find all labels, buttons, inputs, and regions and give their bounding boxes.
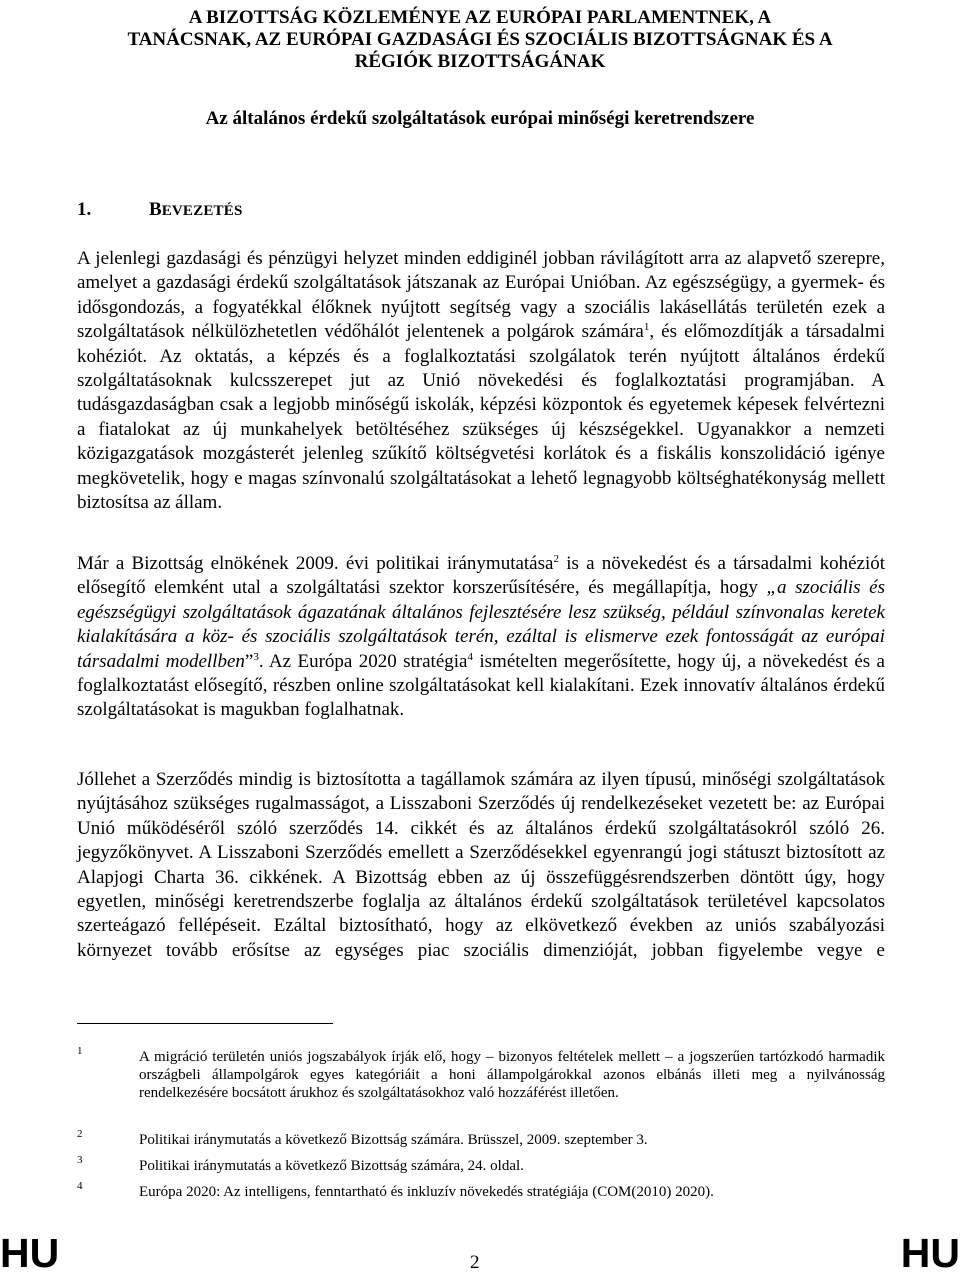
paragraph1-text-1: A jelenlegi gazdasági és pénzügyi helyzet minden eddiginél jobban rávilágított arra az alapvető szerepre, amelyet a gazdasági érdekű szolgáltatások játszanak az Európai Unióban. Az egészségügy, a gyermek- és idősgondozás, a fogyatékkal élőknek nyújtott segítség vagy a szociális lakásellátás területén ezek a szolgáltatások nélkülözhetetlen védőhálót jelentenek a polgárok számára — [77, 248, 885, 343]
footnote-2-text: Politikai iránymutatás a következő Bizottság számára. Brüsszel, 2009. szeptember 3. — [139, 1132, 648, 1148]
footnote-2-number: 2 — [77, 1128, 83, 1140]
footnote-separator — [77, 1023, 333, 1024]
paragraph2-quote-end: ” — [244, 650, 254, 672]
footnote-ref-3[interactable]: 3 — [253, 650, 259, 663]
paragraph1-text-2: , és előmozdítják a társadalmi kohéziót. Az oktatás, a képzés és a foglalkoztatási szolgálatok terén nyújtott általános érdekű szolgáltatásoknak kulcsszerepet jut az Unió növekedési és foglalkoztatási programjában. A tudásgazdaságban csak a legjobb minőségű iskolák, képzési központok és egyetemek képesek felvértezni a fiatalokat az új munkahelyek betöltéséhez szükséges új készségekkel. Ugyanakkor a nemzeti közigazgatások mozgásterét jelenleg szűkítő költségvetési korlátok és a fiskális konszolidáció igénye megkövetelik, hogy e magas színvonalú szolgáltatásokat a lehető legnagyobb költséghatékonyság mellett biztosítsa az állam. — [77, 321, 885, 514]
footnote-ref-2[interactable]: 2 — [553, 553, 559, 565]
document-title — [40, 7, 920, 73]
title-line-1: A BIZOTTSÁG KÖZLEMÉNYE AZ EURÓPAI PARLAMENTNEK, A — [188, 7, 772, 28]
paragraph2-quote: „a szociális és egészségügyi szolgáltatások ágazatának általános fejlesztésére lesz szükség, például színvonalas keretek kialakítására a köz- és szociális szolgáltatások terén, ezáltal is elismerve ezek fontosságát az európai társadalmi modellben — [77, 577, 885, 672]
title-line-3: RÉGIÓK BIZOTTSÁGÁNAK — [354, 51, 606, 72]
paragraph-lisbon-treaty: Jóllehet a Szerződés mindig is biztosította a tagállamok számára az ilyen típusú, minőségi szolgáltatások nyújtásához szükséges rugalmasságot, a Lisszaboni Szerződés új rendelkezéseket vezetett be: az Európai Unió működéséről szóló szerződés 14. cikkét és az általános érdekű szolgáltatásokról szóló 26. jegyzőkönyvet. A Lisszaboni Szerződés emellett a Szerződésekkel egyenrangú jogi státuszt biztosított az Alapjogi Charta 36. cikkének. A Bizottság ebben az új összefüggésrendszerben döntött úgy, hogy egyetlen, minőségi keretrendszerbe foglalja az általános érdekű szolgáltatások területével kapcsolatos szerteágazó fellépéseit. Ezáltal biztosítható, hogy az elkövetkező években az uniós szabályozási környezet tovább erősítse az egységes piac szociális dimenzióját, jobban figyelembe vegye e — [77, 769, 885, 961]
paragraph2-text-4: ismételten megerősítette, hogy új, a növekedést és a foglalkoztatást elősegítő, részben online szolgáltatásokat kell kialakítani. Ezek innovatív általános érdekű szolgáltatásokat is magukban foglalhatnak. — [77, 650, 885, 721]
footnote-ref-1[interactable]: 1 — [643, 321, 650, 334]
document-subtitle: Az általános érdekű szolgáltatások európai minőségi keretrendszere — [205, 108, 755, 129]
paragraph2-text-2: is a növekedést és a társadalmi kohéziót elősegítő elemként utal a szolgáltatási szektor korszerűsítésére, és megállapítja, hogy — [77, 553, 885, 599]
footer-language-right: HU — [900, 1230, 960, 1276]
footnote-1-number: 1 — [77, 1045, 83, 1057]
section-heading-rest: EVEZETÉS — [161, 203, 243, 219]
footnote-4-text: Európa 2020: Az intelligens, fenntartható és inkluzív növekedés stratégiája (COM(2010) 2020). — [139, 1184, 714, 1200]
paragraph-introduction — [77, 247, 885, 515]
footnote-1-text: A migráció területén uniós jogszabályok írják elő, hogy – bizonyos feltételek mellett – a jogszerűen tartózkodó harmadik országbeli állampolgárok egyes kategóriáit a honi állampolgárokkal azonos elbánás illeti meg a nyilvánosság rendelkezésére bocsátott árukhoz és szolgáltatásokhoz való hozzáférést illetően. — [139, 1049, 885, 1101]
section-number: 1. — [77, 199, 92, 220]
title-line-2: TANÁCSNAK, AZ EURÓPAI GAZDASÁGI ÉS SZOCIÁLIS BIZOTTSÁGNAK ÉS A — [127, 29, 833, 50]
footer-language-left: HU — [0, 1230, 60, 1276]
footnote-4-number: 4 — [77, 1180, 83, 1192]
page-number: 2 — [470, 1252, 480, 1273]
footnote-3-number: 3 — [77, 1154, 83, 1166]
paragraph-political-guidelines — [77, 552, 885, 723]
footnote-3-text: Politikai iránymutatás a következő Bizottság számára, 24. oldal. — [139, 1158, 524, 1174]
footnote-ref-4[interactable]: 4 — [467, 650, 473, 663]
section-heading — [77, 199, 243, 222]
section-heading-initial: B — [149, 199, 162, 220]
paragraph2-text-3: . Az Európa 2020 stratégia — [258, 650, 468, 672]
paragraph2-text-1: Már a Bizottság elnökének 2009. évi politikai iránymutatása — [77, 553, 554, 574]
